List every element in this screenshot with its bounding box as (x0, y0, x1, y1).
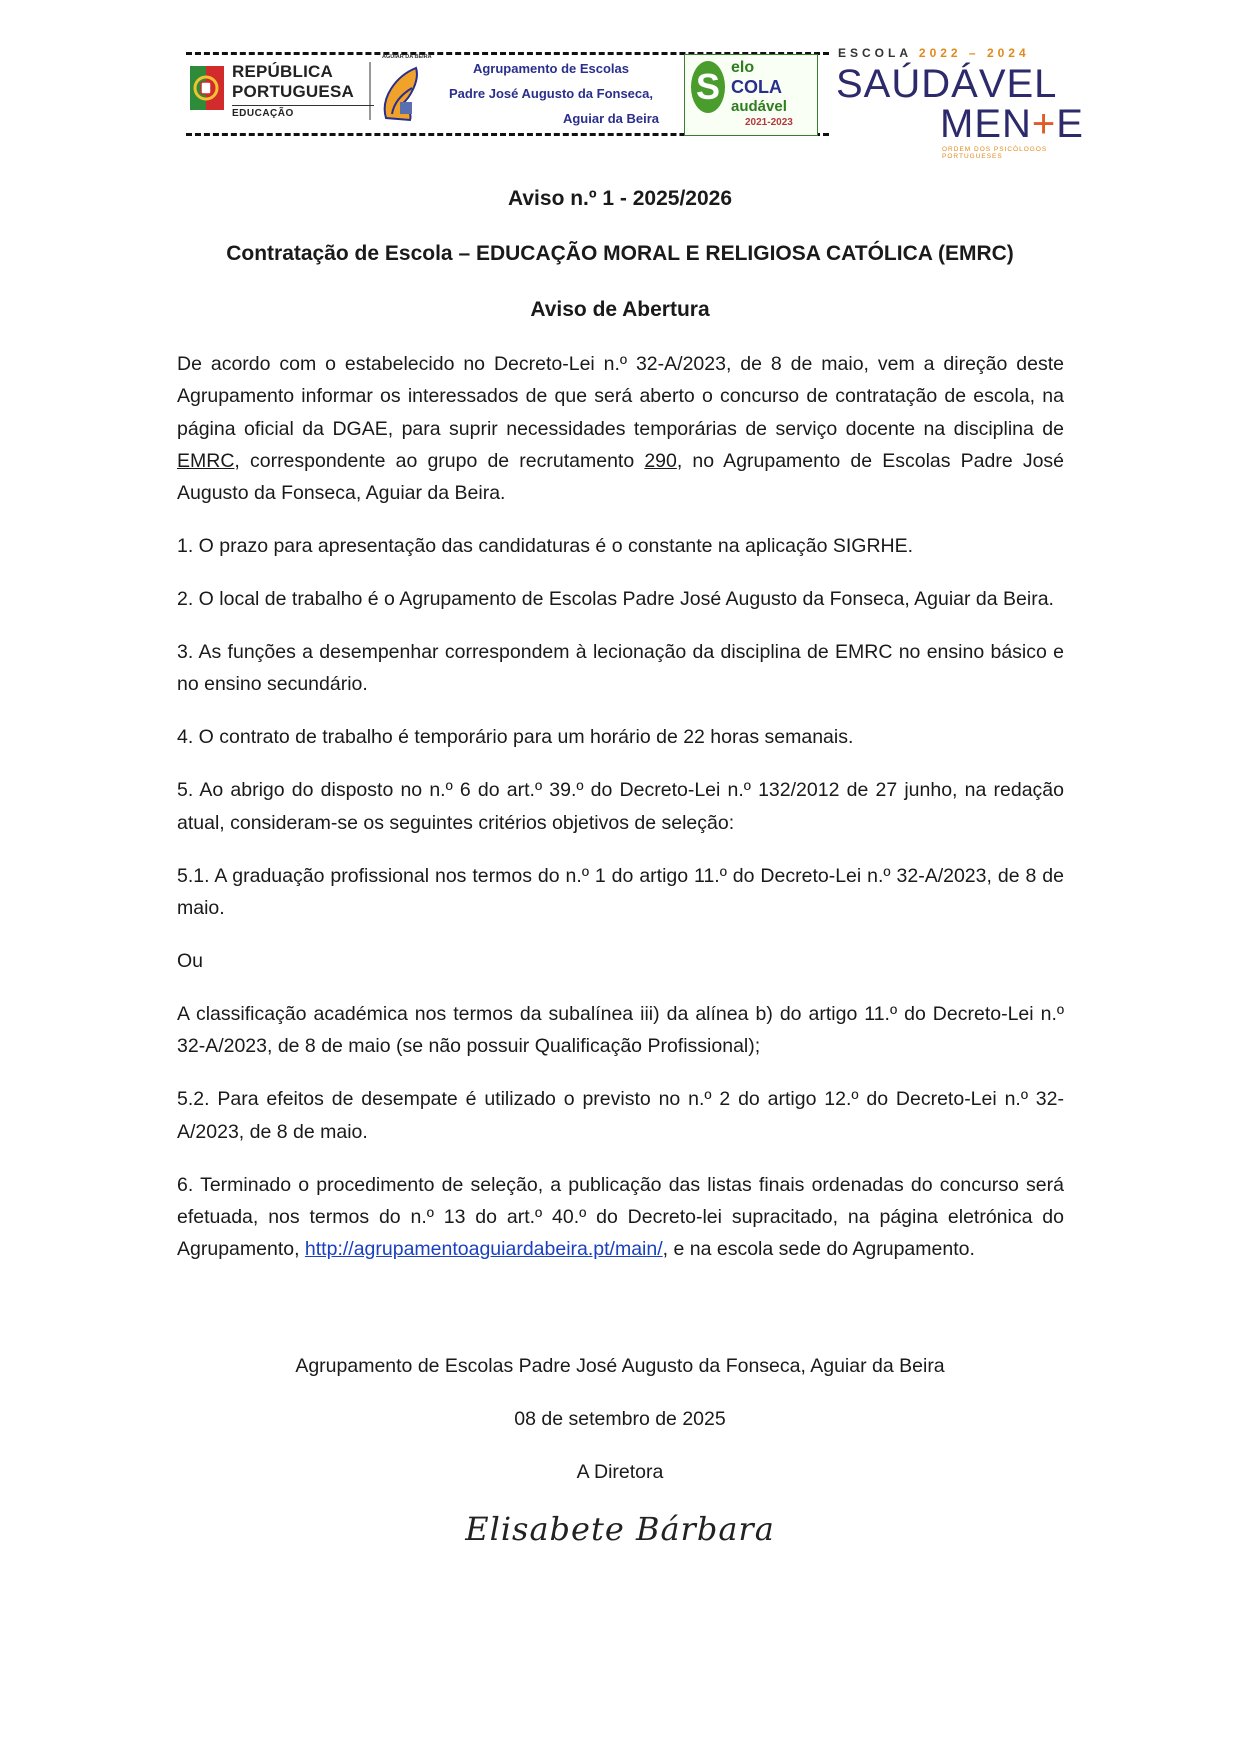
republica-line3: EDUCAÇÃO (232, 108, 294, 119)
sm-mente (940, 102, 1084, 147)
republica-portuguesa-logo (232, 62, 380, 119)
item-5-1: 5.1. A graduação profissional nos termos do n.º 1 do artigo 11.º do Decreto-Lei n.º 32-A/2023, de 8 de maio. (177, 864, 1064, 919)
agrupamento-line3: Aguiar da Beira (562, 111, 660, 126)
selo-years: 2021-2023 (745, 117, 793, 128)
agrupamento-logo-caption: AGUIAR DA BEIRA (382, 54, 432, 60)
item-4: 4. O contrato de trabalho é temporário para um horário de 22 horas semanais. (177, 726, 854, 749)
intro-group-290: 290 (644, 449, 677, 472)
agrupamento-line2: Padre José Augusto da Fonseca, (449, 86, 653, 101)
selo-s-letter: S (691, 61, 725, 113)
selo-escola-saudavel-logo (684, 54, 818, 136)
sm-subtitle: ORDEM DOS PSICÓLOGOS PORTUGUESES (942, 146, 1048, 160)
intro-paragraph (177, 348, 1064, 509)
notice-subject-title: Contratação de Escola – EDUCAÇÃO MORAL E RELIGIOSA CATÓLICA (EMRC) (226, 242, 1014, 265)
item-2: 2. O local de trabalho é o Agrupamento de Escolas Padre José Augusto da Fonseca, Aguiar da Beira. (177, 588, 1054, 611)
saudavel-mente-logo (836, 46, 1094, 160)
sm-escola-line (838, 46, 1030, 60)
item-5-2: 5.2. Para efeitos de desempate é utilizado o previsto no n.º 2 do artigo 12.º do Decreto-Lei n.º 32-A/2023, de 8 de maio. (177, 1088, 1064, 1143)
item-6 (177, 1169, 1064, 1266)
item-5: 5. Ao abrigo do disposto no n.º 6 do art.º 39.º do Decreto-Lei n.º 132/2012 de 27 junho, na redação atual, consideram-se os seguintes critérios objetivos de seleção: (177, 779, 1064, 834)
republica-divider (232, 105, 374, 106)
notice-type-title: Aviso de Abertura (530, 298, 710, 321)
sm-saudavel: SAÚDÁVEL (836, 62, 1058, 106)
sm-mente-plus: + (1031, 102, 1057, 146)
notice-number-title: Aviso n.º 1 - 2025/2026 (507, 187, 733, 210)
item-6-text-2: , e na escola sede do Agrupamento. (662, 1238, 975, 1261)
intro-text-1: De acordo com o estabelecido no Decreto-Lei n.º 32-A/2023, de 8 de maio, vem a direção deste Agrupamento informar os interessados de que será aberto o concurso de contratação de escola, na página oficial da DGAE, para suprir necessidades temporárias de serviço docente na disciplina de (177, 353, 1064, 440)
agrupamento-line1: Agrupamento de Escolas (472, 61, 630, 76)
footer-date: 08 de setembro de 2025 (514, 1408, 726, 1430)
sm-escola: ESCOLA (838, 46, 912, 60)
intro-text-2: , correspondente ao grupo de recrutamento (234, 449, 645, 472)
item-5-1-alt: A classificação académica nos termos da subalínea iii) da alínea b) do artigo 11.º do Decreto-Lei n.º 32-A/2023, de 8 de maio (se não possuir Qualificação Profissional); (177, 1002, 1064, 1058)
header-banner (186, 52, 829, 136)
footer-organization: Agrupamento de Escolas Padre José Augusto da Fonseca, Aguiar da Beira (295, 1355, 945, 1377)
director-signature: Elisabete Bárbara (465, 1510, 775, 1548)
sm-years: 2022 – 2024 (918, 46, 1030, 60)
item-6-text-1: 6. Terminado o procedimento de seleção, a publicação das listas finais ordenadas do concurso será efetuada, nos termos do n.º 13 do art.º 40.º do Decreto-lei supracitado, na página eletrónica do Agrupamento, (177, 1173, 1064, 1261)
sm-mente-b: E (1056, 102, 1084, 146)
selo-line1: elo (731, 59, 755, 76)
notice-body (177, 348, 1064, 1286)
selo-line3: audável (731, 98, 787, 115)
agrupamento-name (406, 56, 696, 131)
footer-role: A Diretora (576, 1461, 664, 1483)
intro-emrc: EMRC (177, 449, 235, 472)
item-3: 3. As funções a desempenhar correspondem à lecionação da disciplina de EMRC no ensino básico e no ensino secundário. (177, 641, 1064, 696)
agrupamento-website-link[interactable]: http://agrupamentoaguiardabeira.pt/main/ (304, 1238, 663, 1261)
or-separator: Ou (177, 949, 204, 972)
item-1: 1. O prazo para apresentação das candidaturas é o constante na aplicação SIGRHE. (177, 535, 914, 558)
sm-mente-a: MEN (940, 102, 1032, 146)
intro-text-3: , no Agrupamento de Escolas Padre José Augusto da Fonseca, Aguiar da Beira. (177, 449, 1065, 505)
republica-line2: PORTUGUESA (232, 82, 354, 101)
selo-line2: COLA (731, 77, 782, 97)
republica-line1: REPÚBLICA (232, 62, 333, 81)
republica-emblem-icon (188, 62, 226, 114)
